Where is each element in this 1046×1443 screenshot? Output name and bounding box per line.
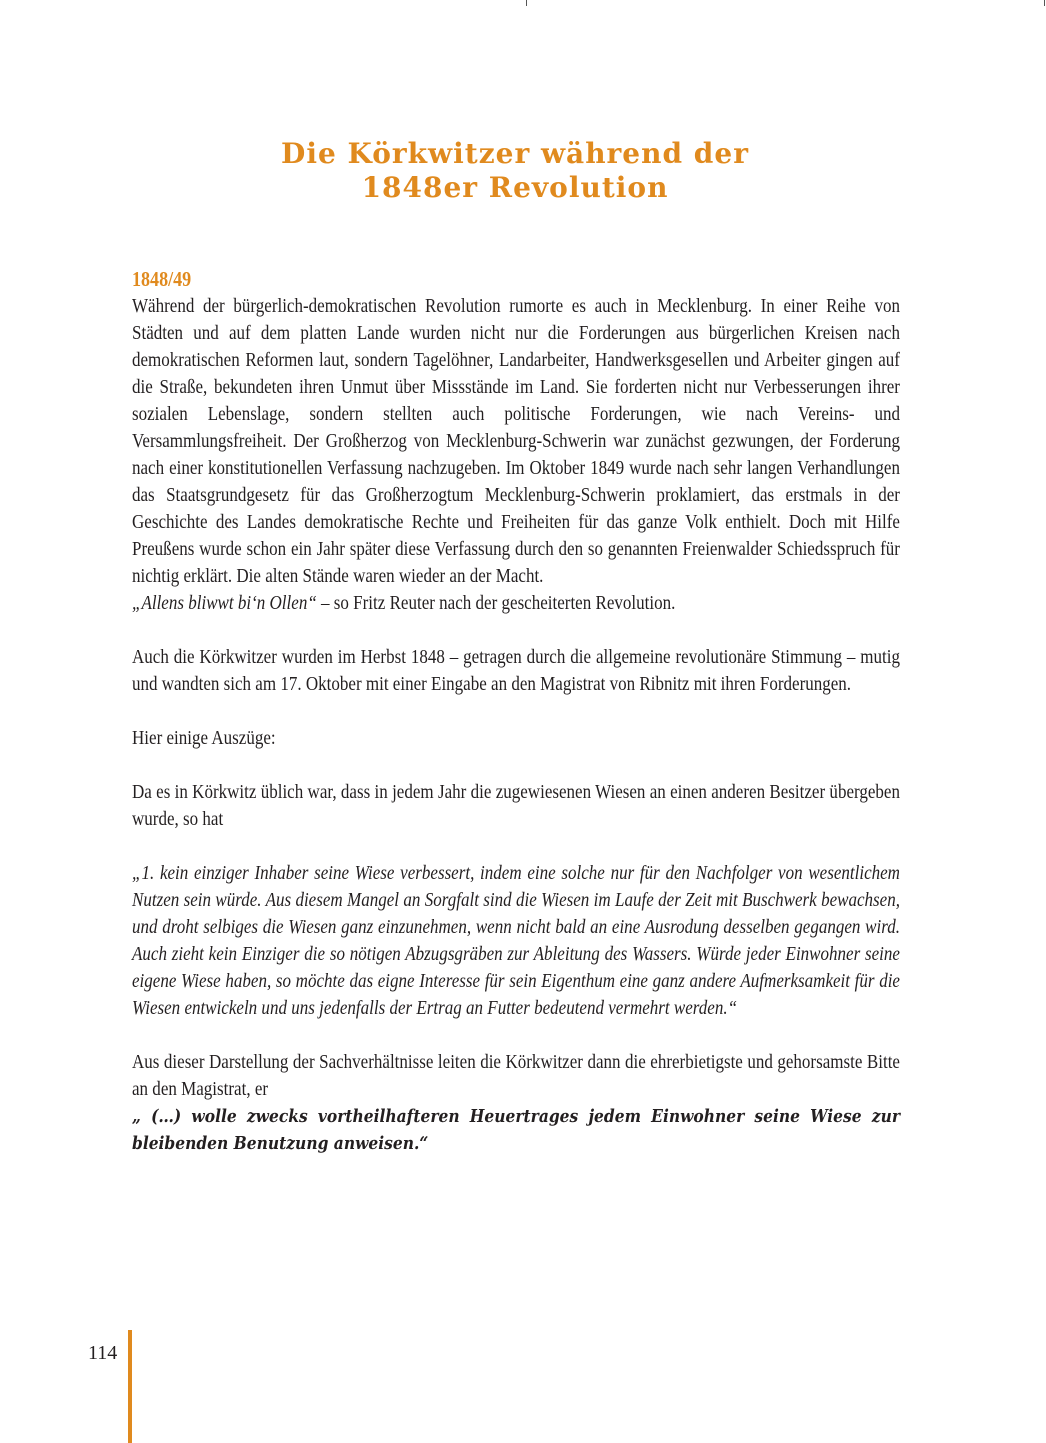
paragraph-excerpts-intro: Hier einige Auszüge: <box>132 727 276 749</box>
page-title-line-2: 1848er Revolution <box>361 171 669 204</box>
paragraph-request: Aus dieser Darstellung der Sachverhältnisse leiten die Körkwitzer dann die ehrerbietigste und gehorsamste Bitte an den Magistrat, er <box>132 1051 900 1100</box>
crop-mark-top <box>526 0 527 6</box>
paragraph-revolution-overview: Während der bürgerlich-demokratischen Revolution rumorte es auch in Mecklenburg. In einer Reihe von Städten und auf dem platten Lande wurden nicht nur die Forderungen aus bürgerlichen Kreisen nach demokratischen Reformen laut, sondern Tagelöhner, Landarbeiter, Handwerksgesellen und Arbeiter gingen auf die Straße, bekundeten ihren Unmut über Missstände im Land. Sie forderten nicht nur Verbesserungen ihrer sozialen Lebenslage, sondern stellten auch politische Forderungen, wie nach Vereins- und Versammlungsfreiheit. Der Großherzog von Mecklenburg-Schwerin war zunächst gezwungen, der Forderung nach einer konstitutionellen Verfassung nachzugeben. Im Oktober 1849 wurde nach sehr langen Verhandlungen das Staatsgrundgesetz für das Großherzogtum Mecklenburg-Schwerin proklamiert, das erstmals in der Geschichte des Landes demokratische Rechte und Freiheiten für das ganze Volk enthielt. Doch mit Hilfe Preußens wurde schon ein Jahr später diese Verfassung durch den so genannten Freienwalder Schiedsspruch für nichtig erklärt. Die alten Stände waren wieder an der Macht. <box>132 295 900 587</box>
page-title <box>130 137 900 205</box>
reuter-quote-attribution: – so Fritz Reuter nach der gescheiterten Revolution. <box>316 592 676 614</box>
paragraph-koerkwitz-petition: Auch die Körkwitzer wurden im Herbst 1848 – getragen durch die allgemeine revolutionäre Stimmung – mutig und wandten sich am 17. Oktober mit einer Eingabe an den Magistrat von Ribnitz mit ihren Forderungen. <box>132 646 900 695</box>
reuter-quote: „Allens bliwwt bi‘n Ollen“ <box>132 592 317 614</box>
article-body <box>132 266 900 1157</box>
petition-quote-2: „ (…) wolle zwecks vortheilhafteren Heuertrages jedem Einwohner seine Wiese zur bleibenden Benutzung anweisen.“ <box>132 1106 900 1154</box>
margin-accent-rule <box>128 1330 132 1443</box>
page-number: 114 <box>88 1342 118 1364</box>
crop-mark-top-right <box>1044 0 1045 6</box>
petition-quote-1: „1. kein einziger Inhaber seine Wiese verbessert, indem eine solche nur für den Nachfolger von wesentlichem Nutzen sein würde. Aus diesem Mangel an Sorgfalt sind die Wiesen im Laufe der Zeit mit Buschwerk bewachsen, und droht selbiges die Wiesen ganz einzunehmen, wenn nicht bald an eine Ausrodung desselben gegangen wird. Auch zieht kein Einziger die so nötigen Abzugsgräben zur Ableitung des Wassers. Würde jeder Einwohner seine eigene Wiese haben, so möchte das eigne Interesse für sein Eigenthum eine ganz andere Aufmerksamkeit für die Wiesen entwickeln und uns jedenfalls der Ertrag an Futter bedeutend vermehrt werden.“ <box>132 862 900 1019</box>
reuter-quote-line <box>132 590 900 617</box>
paragraph-meadow-custom: Da es in Körkwitz üblich war, dass in jedem Jahr die zugewiesenen Wiesen an einen anderen Besitzer übergeben wurde, so hat <box>132 781 900 830</box>
section-heading: 1848/49 <box>132 267 192 291</box>
page-title-line-1: Die Körkwitzer während der <box>281 137 749 170</box>
